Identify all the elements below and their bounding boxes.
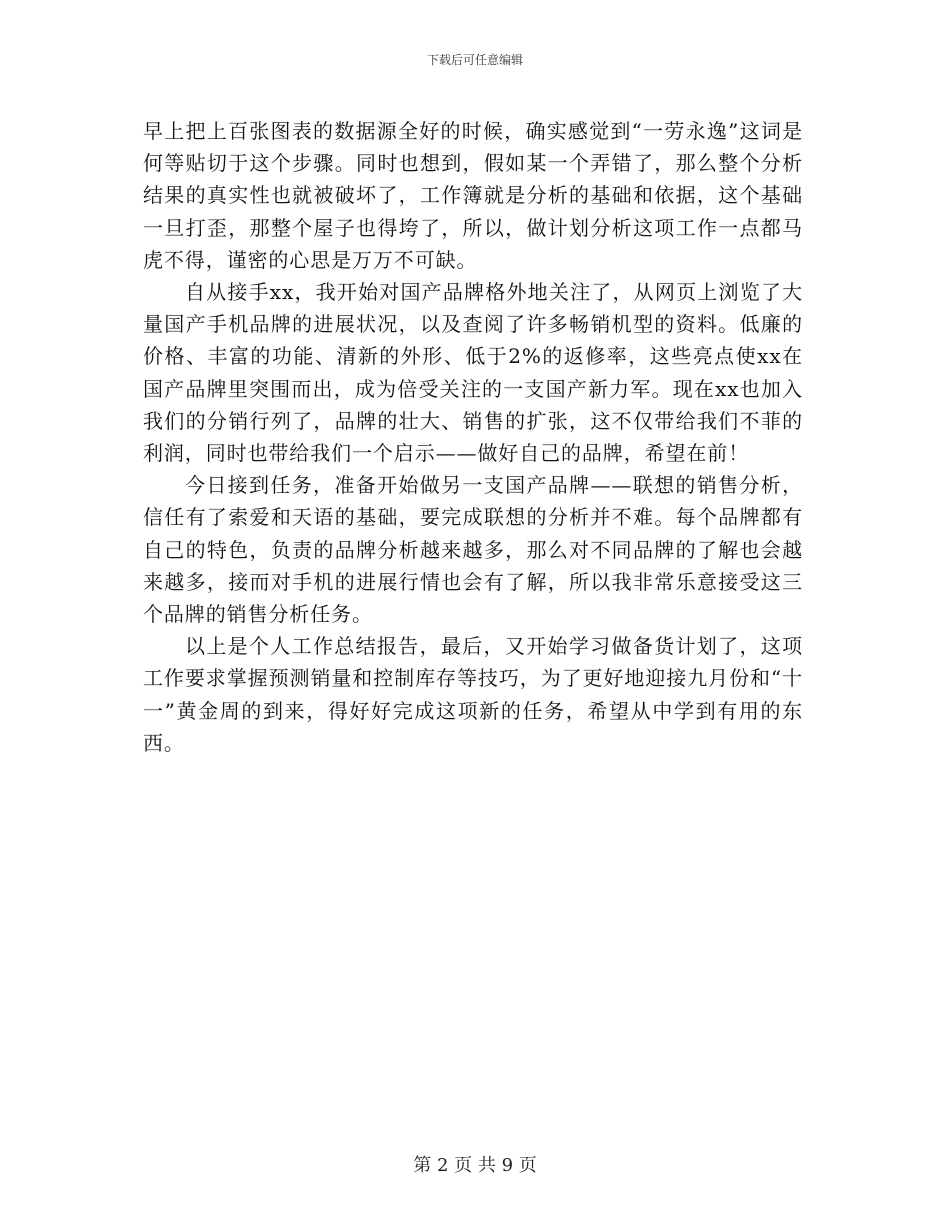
- paragraph-1: 早上把上百张图表的数据源全好的时候，确实感觉到“一劳永逸”这词是何等贴切于这个步骤。同时也想到，假如某一个弄错了，那么整个分析结果的真实性也就被破坏了，工作簿就是分析的基础和依据，这个基础一旦打歪，那整个屋子也得垮了，所以，做计划分析这项工作一点都马虎不得，谨密的心思是万万不可缺。: [143, 119, 803, 272]
- paragraph-4: 以上是个人工作总结报告，最后，又开始学习做备货计划了，这项工作要求掌握预测销量和控制库存等技巧，为了更好地迎接九月份和“十一”黄金周的到来，得好好完成这项新的任务，希望从中学到有用的东西。: [143, 634, 803, 755]
- page-number-footer: 第 2 页 共 9 页: [413, 1155, 537, 1176]
- page-header: 下载后可任意编辑: [426, 53, 523, 67]
- paragraph-2: 自从接手xx，我开始对国产品牌格外地关注了，从网页上浏览了大量国产手机品牌的进展状况，以及查阅了许多畅销机型的资料。低廉的价格、丰富的功能、清新的外形、低于2%的返修率，这些亮点使xx在国产品牌里突围而出，成为倍受关注的一支国产新力军。现在xx也加入我们的分销行列了，品牌的壮大、销售的扩张，这不仅带给我们不菲的利润，同时也带给我们一个启示——做好自己的品牌，希望在前！: [143, 280, 803, 466]
- paragraph-3: 今日接到任务，准备开始做另一支国产品牌——联想的销售分析，信任有了索爱和天语的基础，要完成联想的分析并不难。每个品牌都有自己的特色，负责的品牌分析越来越多，那么对不同品牌的了解也会越来越多，接而对手机的进展行情也会有了解，所以我非常乐意接受这三个品牌的销售分析任务。: [143, 473, 803, 627]
- document-body: [143, 115, 803, 759]
